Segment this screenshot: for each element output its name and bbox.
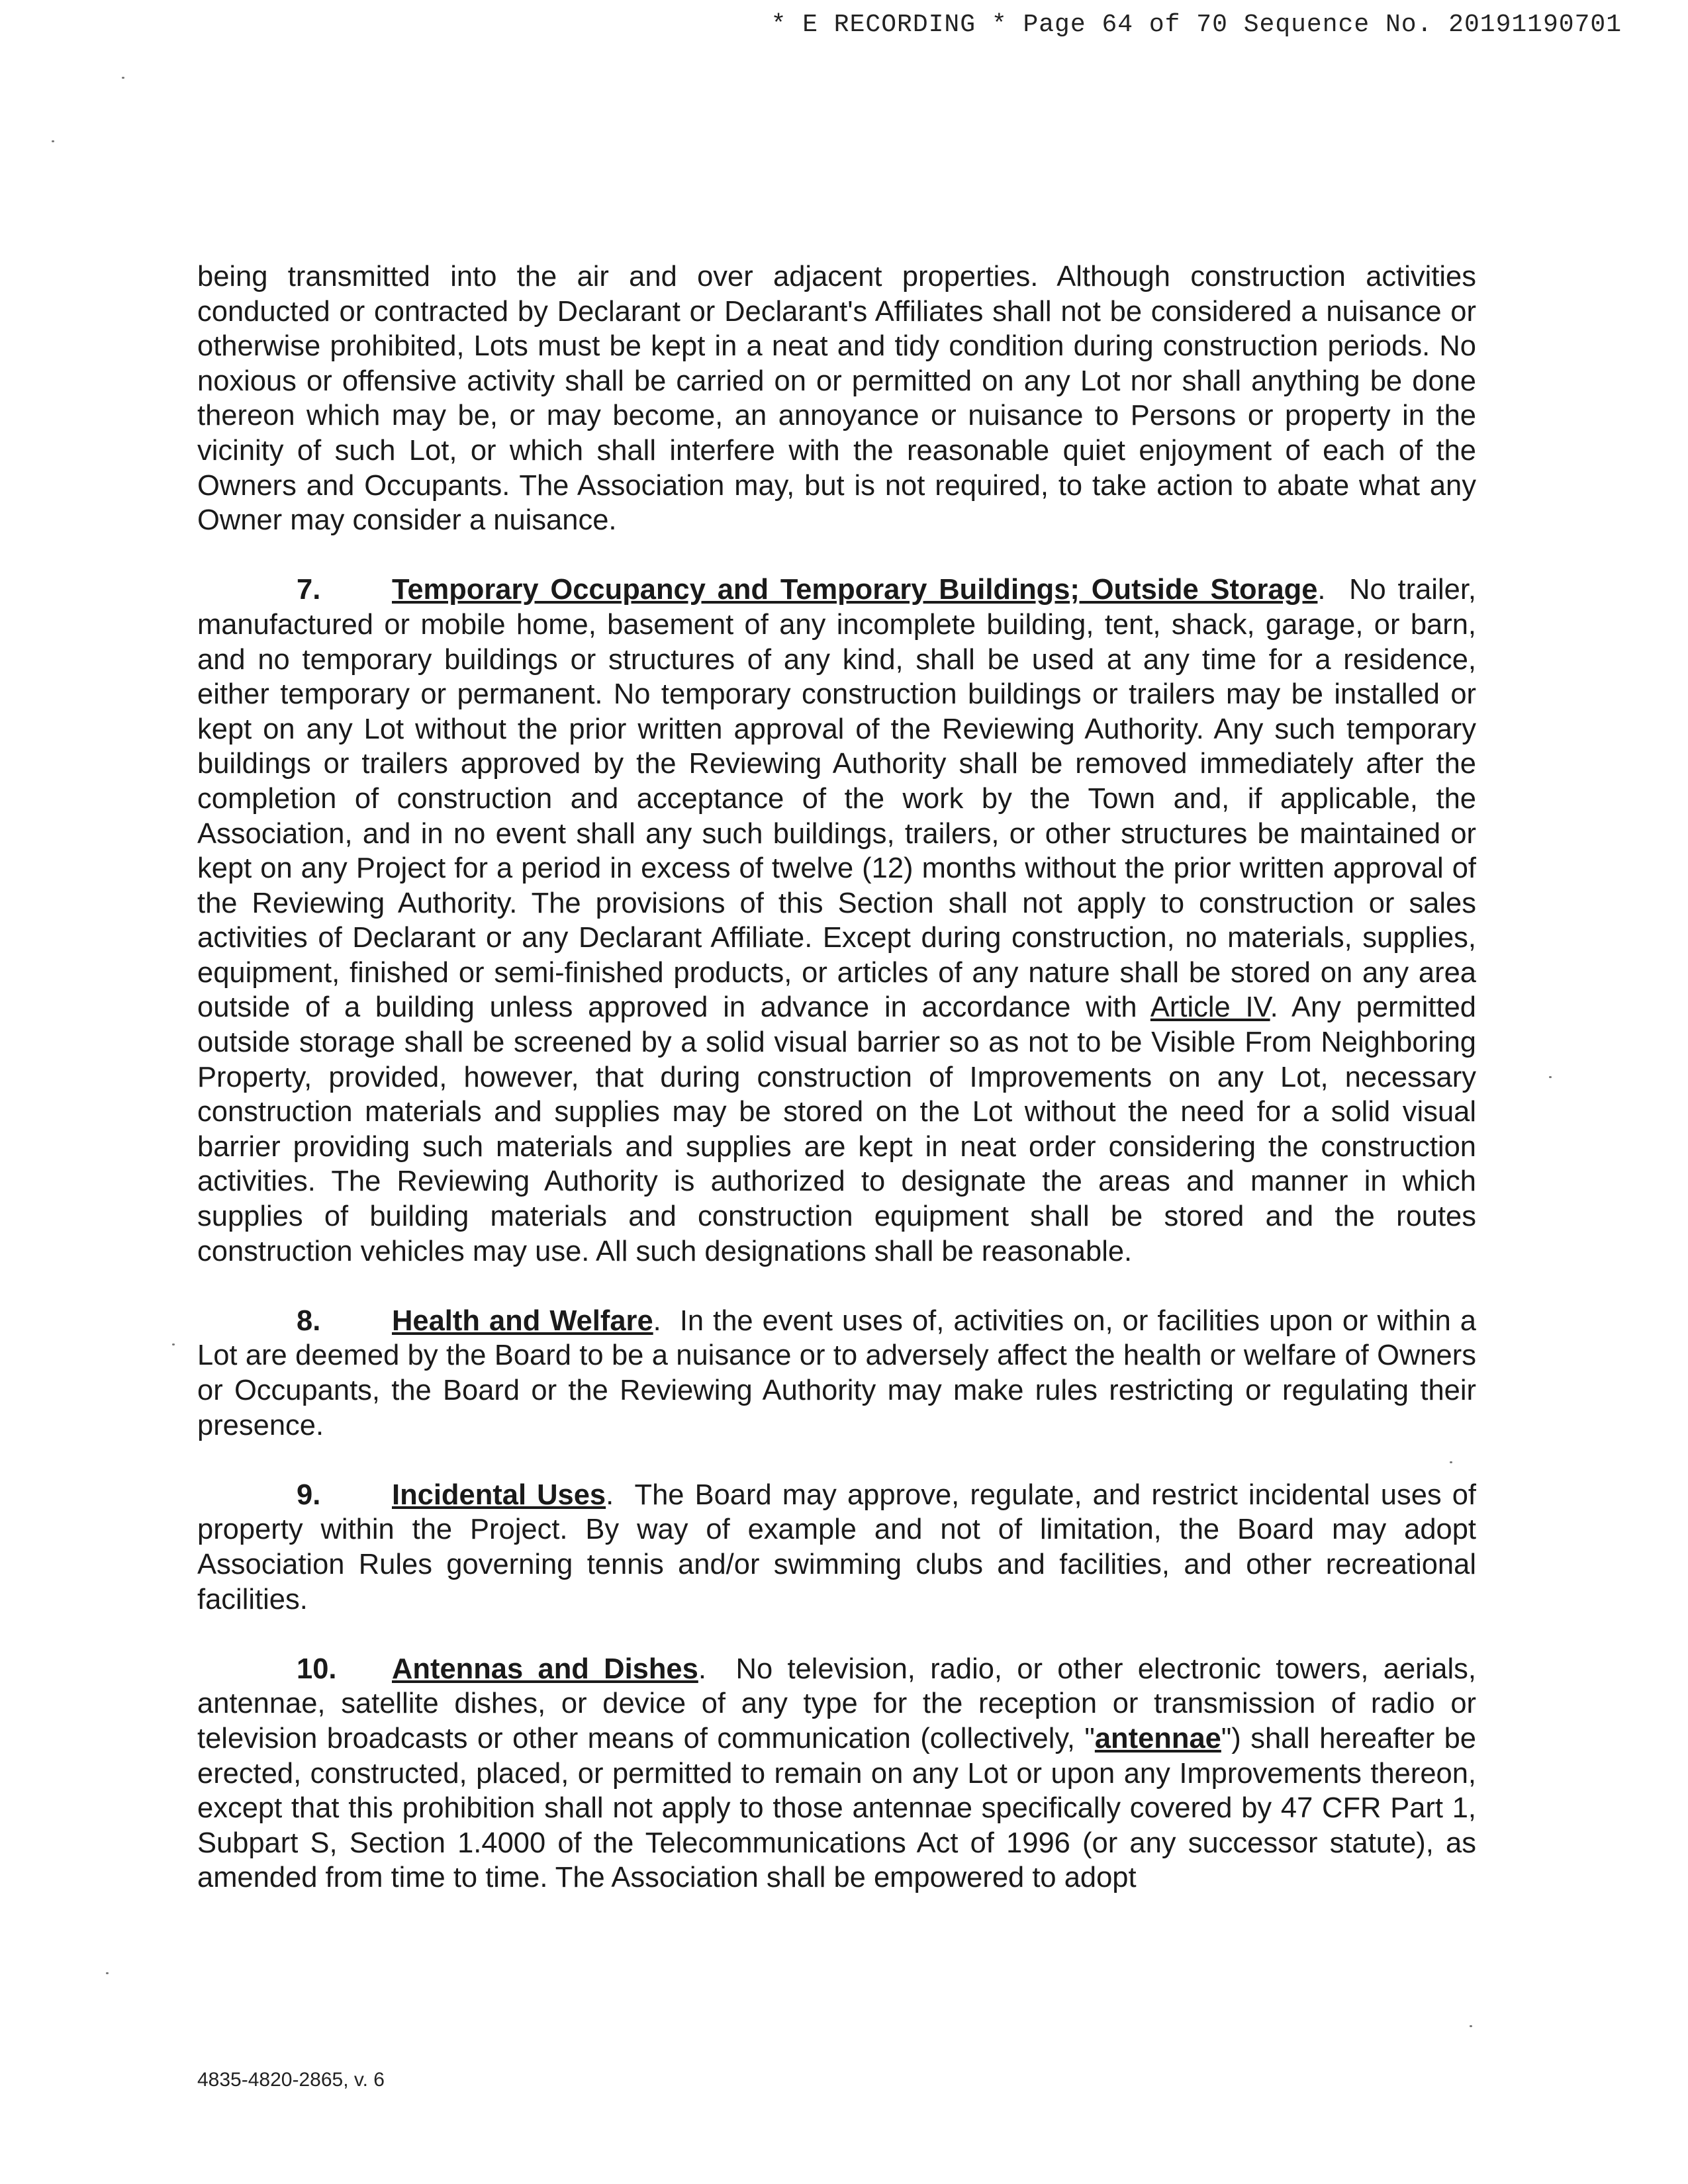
recording-stamp: * E RECORDING * Page 64 of 70 Sequence No. 20191190701 — [771, 11, 1622, 39]
section-10-text-continued: ") shall hereafter be erected, constructed, placed, or permitted to remain on any Lot or upon any Improvements thereon, except that this prohibition shall not apply to those antennae specifically covered by 47 CFR Part 1, Subpart S, Section 1.4000 of the Telecommunications Act of 1996 (or any successor statute), as amended from time to time. The Association shall be empowered to adopt — [197, 1722, 1477, 1894]
section-9-number: 9. — [297, 1479, 321, 1511]
section-7-title: Temporary Occupancy and Temporary Buildings; Outside Storage — [392, 574, 1318, 606]
document-body — [197, 259, 1476, 1931]
scan-speck — [1450, 1461, 1452, 1463]
section-10-number: 10. — [297, 1653, 337, 1685]
section-9-title: Incidental Uses — [392, 1479, 606, 1511]
section-9-paragraph: 9. Incidental Uses. The Board may approve, regulate, and restrict incidental uses of property within the Project. By way of example and not of limitation, the Board may adopt Association Rules governing tennis and/or swimming clubs and facilities, and other recreational facilities. — [197, 1479, 1476, 1615]
section-8-text: In the event uses of, activities on, or facilities upon or within a Lot are deemed by the Board to be a nuisance or to adversely affect the health or welfare of Owners or Occupants, the Board or the Reviewing Authority may make rules restricting or regulating their presence. — [197, 1304, 1476, 1441]
section-10-paragraph: 10. Antennas and Dishes. No television, radio, or other electronic towers, aerials, antennae, satellite dishes, or device of any type for the reception or transmission of radio or television broadcasts or other means of communication (collectively, "antennae") shall hereafter be erected, constructed, placed, or permitted to remain on any Lot or upon any Improvements thereon, except that this prohibition shall not apply to those antennae specifically covered by 47 CFR Part 1, Subpart S, Section 1.4000 of the Telecommunications Act of 1996 (or any successor statute), as amended from time to time. The Association shall be empowered to adopt — [197, 1653, 1477, 1894]
section-7-paragraph: 7. Temporary Occupancy and Temporary Buildings; Outside Storage. No trailer, manufactured or mobile home, basement of any incomplete building, tent, shack, garage, or barn, and no temporary buildings or structures of any kind, shall be used at any time for a residence, either temporary or permanent. No temporary construction buildings or trailers may be installed or kept on any Lot without the prior written approval of the Reviewing Authority. Any such temporary buildings or trailers approved by the Reviewing Authority shall be removed immediately after the completion of construction and acceptance of the work by the Town and, if applicable, the Association, and in no event shall any such buildings, trailers, or other structures be maintained or kept on any Project for a period in excess of twelve (12) months without the prior written approval of the Reviewing Authority. The provisions of this Section shall not apply to construction or sales activities of Declarant or any Declarant Affiliate. Except during construction, no materials, supplies, equipment, finished or semi-finished products, or articles of any nature shall be stored on any area outside of a building unless approved in advance in accordance with Article IV. Any permitted outside storage shall be screened by a solid visual barrier so as not to be Visible From Neighboring Property, provided, however, that during construction of Improvements on any Lot, necessary construction materials and supplies may be stored on the Lot without the need for a solid visual barrier providing such materials and supplies are kept in neat order considering the construction activities. The Reviewing Authority is authorized to designate the areas and manner in which supplies of building materials and construction equipment shall be stored and the routes construction vehicles may use. All such designations shall be reasonable. — [197, 574, 1476, 1267]
section-8-number: 8. — [297, 1304, 321, 1337]
scan-speck — [1549, 1076, 1552, 1078]
section-7-number: 7. — [297, 574, 321, 606]
section-8-paragraph: 8. Health and Welfare. In the event uses of, activities on, or facilities upon or within a Lot are deemed by the Board to be a nuisance or to adversely affect the health or welfare of Owners or Occupants, the Board or the Reviewing Authority may make rules restricting or regulating their presence. — [197, 1304, 1476, 1441]
section-8-title: Health and Welfare — [392, 1304, 653, 1337]
section-10-text: No television, radio, or other electronic towers, aerials, antennae, satellite dishes, or device of any type for the reception or transmission of radio or television broadcasts or other means of communication (collectively, " — [197, 1653, 1477, 1754]
scan-speck — [106, 1972, 109, 1974]
scan-speck — [122, 77, 124, 79]
scan-speck — [172, 1343, 175, 1345]
continuation-paragraph: being transmitted into the air and over adjacent properties. Although construction activities conducted or contracted by Declarant or Declarant's Affiliates shall not be considered a nuisance or otherwise prohibited, Lots must be kept in a neat and tidy condition during construction periods. No noxious or offensive activity shall be carried on or permitted on any Lot nor shall anything be done thereon which may be, or may become, an annoyance or nuisance to Persons or property in the vicinity of such Lot, or which shall interfere with the reasonable quiet enjoyment of each of the Owners and Occupants. The Association may, but is not required, to take action to abate what any Owner may consider a nuisance. — [197, 261, 1476, 537]
scan-speck — [1470, 2025, 1472, 2027]
section-7-text-continued: . Any permitted outside storage shall be screened by a solid visual barrier so as not to be Visible From Neighboring Property, provided, however, that during construction of Improvements on any Lot, necessary construction materials and supplies may be stored on the Lot without the need for a solid visual barrier providing such materials and supplies are kept in neat order considering the construction activities. The Reviewing Authority is authorized to designate the areas and manner in which supplies of building materials and construction equipment shall be stored and the routes construction vehicles may use. All such designations shall be reasonable. — [197, 991, 1476, 1267]
scan-speck — [52, 140, 54, 142]
document-id-footer: 4835-4820-2865, v. 6 — [197, 2069, 385, 2091]
section-10-title: Antennas and Dishes — [392, 1653, 698, 1685]
section-9-text: The Board may approve, regulate, and restrict incidental uses of property within the Project. By way of example and not of limitation, the Board may adopt Association Rules governing tennis and/or swimming clubs and facilities, and other recreational facilities. — [197, 1479, 1476, 1615]
article-iv-reference: Article IV — [1150, 991, 1270, 1024]
defined-term-antennae: antennae — [1094, 1722, 1221, 1754]
section-7-text: No trailer, manufactured or mobile home, basement of any incomplete building, tent, shack, garage, or barn, and no temporary buildings or structures of any kind, shall be used at any time for a residence, either temporary or permanent. No temporary construction buildings or trailers may be installed or kept on any Lot without the prior written approval of the Reviewing Authority. Any such temporary buildings or trailers approved by the Reviewing Authority shall be removed immediately after the completion of construction and acceptance of the work by the Town and, if applicable, the Association, and in no event shall any such buildings, trailers, or other structures be maintained or kept on any Project for a period in excess of twelve (12) months without the prior written approval of the Reviewing Authority. The provisions of this Section shall not apply to construction or sales activities of Declarant or any Declarant Affiliate. Except during construction, no materials, supplies, equipment, finished or semi-finished products, or articles of any nature shall be stored on any area outside of a building unless approved in advance in accordance with — [197, 574, 1476, 1024]
